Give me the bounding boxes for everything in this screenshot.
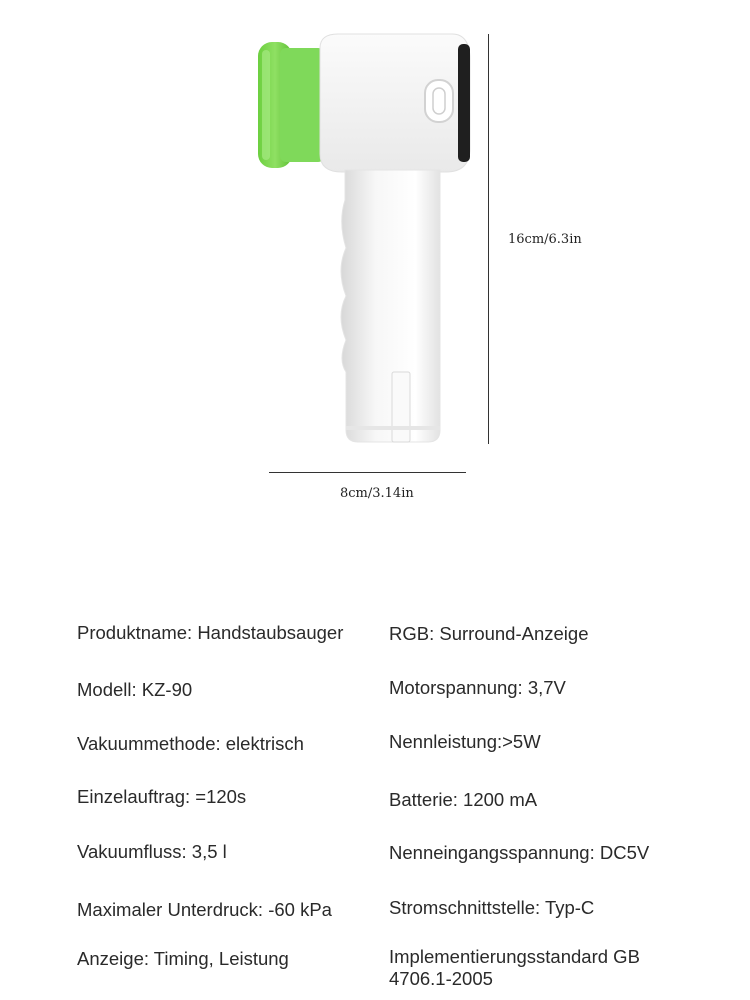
spec-input-voltage: Nenneingangsspannung: DC5V xyxy=(389,842,650,863)
spec-rated-power: Nennleistung:>5W xyxy=(389,731,541,752)
spec-battery: Batterie: 1200 mA xyxy=(389,789,538,810)
spec-max-pressure: Maximaler Unterdruck: -60 kPa xyxy=(77,899,332,920)
spec-single-run: Einzelauftrag: =120s xyxy=(77,786,247,807)
spec-power-interface: Stromschnittstelle: Typ-C xyxy=(389,897,595,918)
spec-standard: Implementierungsstandard GB 4706.1-2005 xyxy=(389,946,640,989)
spec-model: Modell: KZ-90 xyxy=(77,679,193,700)
spec-display: Anzeige: Timing, Leistung xyxy=(77,948,289,969)
device-head xyxy=(320,34,470,172)
device-handle xyxy=(341,170,440,442)
spec-motor-voltage: Motorspannung: 3,7V xyxy=(389,677,566,698)
height-dimension-label: 16cm/6.3in xyxy=(508,232,582,247)
spec-vacuum-method: Vakuummethode: elektrisch xyxy=(77,733,304,754)
spec-product-name: Produktname: Handstaubsauger xyxy=(77,622,344,643)
green-nozzle xyxy=(258,42,324,168)
spec-vacuum-flow: Vakuumfluss: 3,5 l xyxy=(77,841,227,862)
width-dimension-label: 8cm/3.14in xyxy=(340,486,414,501)
power-button-icon xyxy=(425,80,453,122)
width-dimension-line xyxy=(269,472,466,473)
height-dimension-line xyxy=(488,34,489,444)
spec-rgb: RGB: Surround-Anzeige xyxy=(389,623,589,644)
